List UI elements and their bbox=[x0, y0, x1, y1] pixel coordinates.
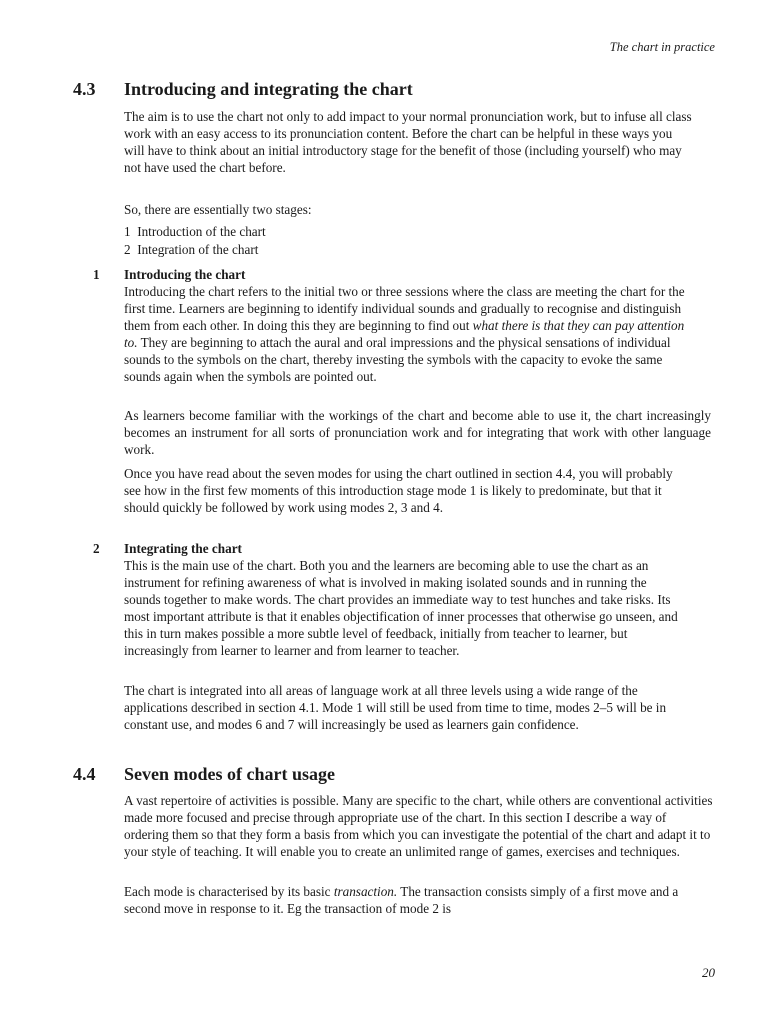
intro-paragraph: The aim is to use the chart not only to add impact to your normal pronunciation work, but to infuse all class work with an easy access to its pronunciation content. Before the chart can be helpful in these ways you will have to think about an initial introductory stage for the benefit of those (including yourself) who may not have used the chart before. bbox=[124, 109, 692, 175]
modes-paragraph-1: A vast repertoire of activities is possible. Many are specific to the chart, while others are conventional activities made more focused and precise through appropriate use of the chart. In this section I describe a way of ordering them so that they form a basis from which you can investigate the potential of the chart and adapt it to your style of teaching. It will enable you to create an unlimited range of games, exercises and techniques. bbox=[124, 793, 713, 859]
introducing-paragraph-2: As learners become familiar with the workings of the chart and become able to use it, the chart increasingly becomes an instrument for all sorts of pronunciation work and for integrating that work with other language work. bbox=[124, 408, 711, 457]
section-title: Seven modes of chart usage bbox=[124, 764, 335, 784]
section-number: 4.3 bbox=[73, 79, 96, 99]
subheading-introducing bbox=[93, 266, 245, 283]
section-heading-4-3 bbox=[73, 79, 413, 100]
subheading-integrating bbox=[93, 540, 242, 557]
stages-lead-in: So, there are essentially two stages: bbox=[124, 202, 312, 217]
subheading-number: 1 bbox=[93, 267, 100, 282]
page-number: 20 bbox=[702, 965, 715, 980]
introducing-paragraph-3: Once you have read about the seven modes for using the chart outlined in section 4.4, you will probably see how in the first few moments of this introduction stage mode 1 is likely to predominate, but that it should quickly be followed by work using modes 2, 3 and 4. bbox=[124, 466, 673, 515]
integrating-paragraph-2: The chart is integrated into all areas of language work at all three levels using a wide range of the applications described in section 4.1. Mode 1 will still be used from time to time, modes 2–5 will be in constant use, and modes 6 and 7 will increasingly be used as learners gain confidence. bbox=[124, 683, 667, 732]
subheading-title: Integrating the chart bbox=[124, 541, 242, 556]
integrating-paragraph-1: This is the main use of the chart. Both you and the learners are becoming able to use the chart as an instrument for refining awareness of what is involved in making isolated sounds and in running the sounds together to make words. The chart provides an immediate way to test hunches and take risks. Its most important attribute is that it enables objectification of inner processes that otherwise go unseen, and this in turn makes possible a more subtle level of feedback, initially from teacher to learner, but increasingly from learner to learner and from learner to teacher. bbox=[124, 558, 678, 658]
modes-paragraph-2: Each mode is characterised by its basic transaction. The transaction consists simply of a first move and a second move in response to it. Eg the transaction of mode 2 is bbox=[124, 884, 679, 916]
list-item: 1 Introduction of the chart bbox=[124, 224, 266, 239]
list-item: 2 Integration of the chart bbox=[124, 242, 259, 257]
section-title: Introducing and integrating the chart bbox=[124, 79, 413, 99]
running-header: The chart in practice bbox=[609, 40, 715, 54]
section-heading-4-4 bbox=[73, 764, 335, 785]
section-number: 4.4 bbox=[73, 764, 96, 784]
introducing-paragraph-1: Introducing the chart refers to the initial two or three sessions where the class are meeting the chart for the first time. Learners are beginning to identify individual sounds and gradually to recognise and distinguish them from each other. In doing this they are beginning to find out what there is that they can pay attention to. They are beginning to attach the aural and oral impressions and the physical sensations of individual sounds to the symbols on the chart, thereby investing the symbols with the capacity to evoke the same sounds again when the symbols are pointed out. bbox=[124, 284, 685, 384]
subheading-title: Introducing the chart bbox=[124, 267, 246, 282]
subheading-number: 2 bbox=[93, 541, 100, 556]
stages-list bbox=[124, 223, 266, 259]
